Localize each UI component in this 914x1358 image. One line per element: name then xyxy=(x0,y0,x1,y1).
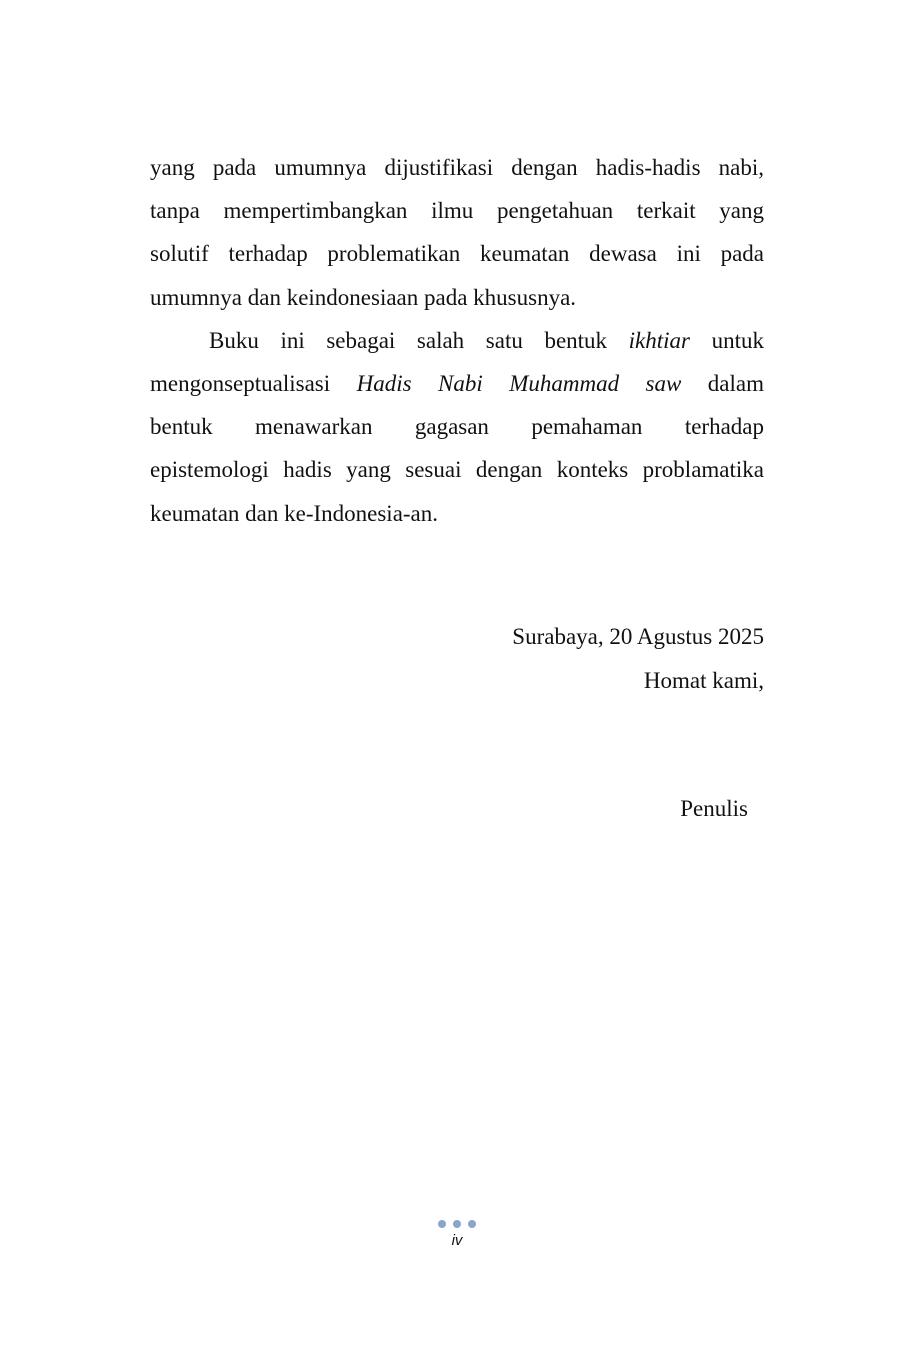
italic-term: ikhtiar xyxy=(628,327,690,353)
page-footer xyxy=(0,1215,914,1249)
text-line: epistemologi hadis yang sesuai dengan konteks problamatika xyxy=(150,457,764,483)
text-line: umumnya dan keindonesiaan pada khususnya. xyxy=(150,284,577,310)
paragraph-1 xyxy=(150,146,764,319)
text-line: tanpa mempertimbangkan ilmu pengetahuan terkait yang xyxy=(150,198,764,224)
text-line: bentuk menawarkan gagasan pemahaman terhadap xyxy=(150,414,764,440)
italic-term: Hadis Nabi Muhammad saw xyxy=(356,371,682,397)
text-line: solutif terhadap problematikan keumatan dewasa ini pada xyxy=(150,241,764,267)
text: dalam xyxy=(681,371,765,397)
text-line xyxy=(150,319,764,362)
place-date: Surabaya, 20 Agustus 2025 xyxy=(512,624,764,649)
paragraph-2 xyxy=(150,319,764,535)
text: untuk xyxy=(690,327,764,353)
body-text xyxy=(150,146,764,535)
author-signature: Penulis xyxy=(680,796,748,821)
footer-dots-icon xyxy=(0,1215,914,1233)
text: mengonseptualisasi xyxy=(150,371,357,397)
page-number: iv xyxy=(451,1232,463,1249)
greeting: Homat kami, xyxy=(643,668,764,693)
text-line xyxy=(150,362,764,405)
text: Buku ini sebagai salah satu bentuk xyxy=(209,327,629,353)
text-line: keumatan dan ke-Indonesia-an. xyxy=(150,500,439,526)
text-line: yang pada umumnya dijustifikasi dengan hadis-hadis nabi, xyxy=(150,155,764,180)
